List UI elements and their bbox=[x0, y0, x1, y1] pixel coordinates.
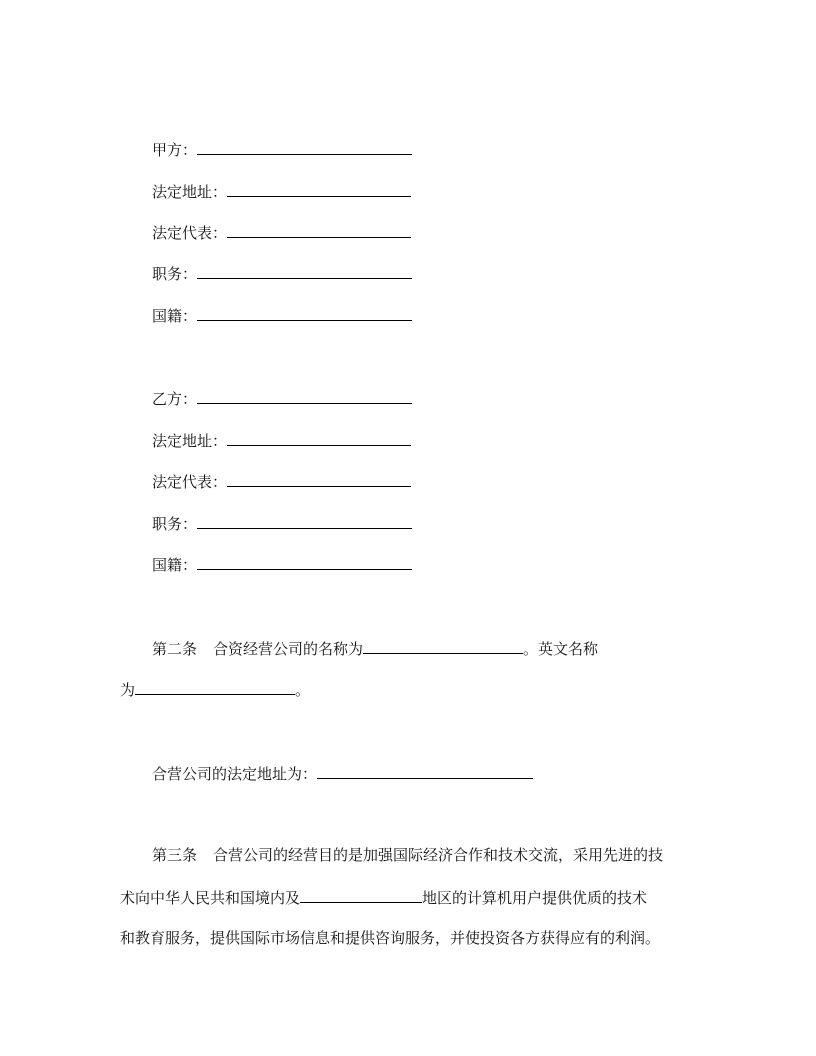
article-3-line-1 bbox=[152, 845, 663, 865]
party-a-nationality-blank[interactable] bbox=[197, 304, 412, 321]
legal-address-text: 合营公司的法定地址为： bbox=[152, 765, 318, 783]
article-2-text-before-name: 合资经营公司的名称为 bbox=[213, 640, 364, 658]
article-3-line-3-text: 和教育服务，提供国际市场信息和提供咨询服务，并使投资各方获得应有的利润。 bbox=[120, 929, 661, 947]
party-a-nationality-row bbox=[152, 304, 412, 324]
party-a-representative-blank[interactable] bbox=[227, 221, 411, 238]
legal-address-line bbox=[152, 762, 533, 782]
article-3-heading: 第三条 bbox=[152, 846, 198, 864]
party-b-address-row bbox=[152, 429, 411, 449]
article-2-heading: 第二条 bbox=[152, 640, 198, 658]
company-name-blank[interactable] bbox=[363, 637, 523, 654]
party-a-representative-row bbox=[152, 221, 411, 241]
region-blank[interactable] bbox=[300, 886, 422, 903]
party-a-row bbox=[152, 138, 412, 158]
article-2-line-1 bbox=[152, 637, 598, 657]
article-2-line-2 bbox=[120, 678, 310, 698]
party-b-blank[interactable] bbox=[197, 387, 412, 404]
party-a-blank[interactable] bbox=[197, 138, 412, 155]
article-2-text-after-name: 。英文名称 bbox=[523, 640, 599, 658]
party-a-position-row bbox=[152, 262, 412, 282]
party-b-position-label: 职务： bbox=[152, 515, 198, 533]
party-a-position-label: 职务： bbox=[152, 265, 198, 283]
party-b-label: 乙方： bbox=[152, 390, 198, 408]
party-b-address-label: 法定地址： bbox=[152, 432, 228, 450]
legal-address-blank[interactable] bbox=[317, 762, 533, 779]
party-b-address-blank[interactable] bbox=[227, 429, 411, 446]
party-b-position-row bbox=[152, 512, 412, 532]
party-b-nationality-label: 国籍： bbox=[152, 556, 198, 574]
article-3-line-1-text: 合营公司的经营目的是加强国际经济合作和技术交流，采用先进的技 bbox=[213, 846, 664, 864]
article-3-line-2-before: 术向中华人民共和国境内及 bbox=[120, 889, 301, 907]
party-b-nationality-blank[interactable] bbox=[197, 553, 412, 570]
party-a-nationality-label: 国籍： bbox=[152, 307, 198, 325]
party-a-representative-label: 法定代表： bbox=[152, 224, 228, 242]
article-2-end: 。 bbox=[295, 681, 311, 699]
party-a-address-row bbox=[152, 180, 411, 200]
party-a-position-blank[interactable] bbox=[197, 262, 412, 279]
party-a-address-label: 法定地址： bbox=[152, 183, 228, 201]
party-b-representative-row bbox=[152, 470, 411, 490]
party-b-position-blank[interactable] bbox=[197, 512, 412, 529]
article-3-line-2-after: 地区的计算机用户提供优质的技术 bbox=[422, 889, 648, 907]
article-2-continuation: 为 bbox=[120, 681, 136, 699]
party-b-nationality-row bbox=[152, 553, 412, 573]
party-a-label: 甲方： bbox=[152, 141, 198, 159]
party-b-representative-blank[interactable] bbox=[227, 470, 411, 487]
article-3-line-2 bbox=[120, 886, 647, 906]
party-a-address-blank[interactable] bbox=[227, 180, 411, 197]
party-b-representative-label: 法定代表： bbox=[152, 473, 228, 491]
party-b-row bbox=[152, 387, 412, 407]
english-name-blank[interactable] bbox=[135, 678, 295, 695]
article-3-line-3 bbox=[120, 928, 660, 948]
